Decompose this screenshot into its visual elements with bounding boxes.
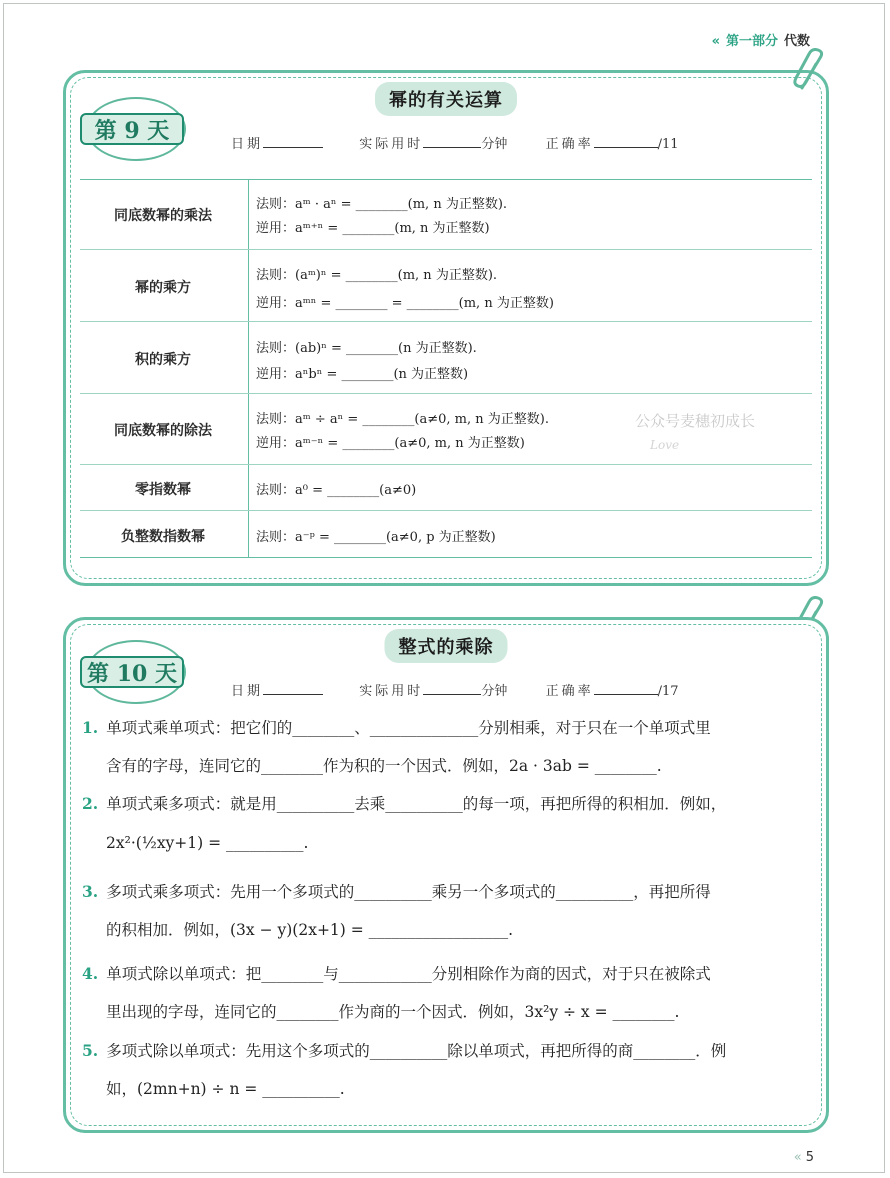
table-row-rule: 法则：(ab)ⁿ = ________(n 为正整数).: [256, 341, 477, 356]
table-row-name: 积的乘方: [135, 352, 191, 368]
page-number-value: 5: [805, 1150, 814, 1165]
table-row-name: 同底数幂的乘法: [114, 208, 212, 224]
item-text: 的积相加．例如，(3x − y)(2x+1) = __________________.: [106, 921, 514, 939]
table-row-converse: 逆用：aᵐ⁺ⁿ = ________(m, n 为正整数): [256, 221, 490, 236]
page-number: [794, 1150, 814, 1165]
day10-badge-label: 第 10 天: [80, 656, 184, 688]
minute-label: 分钟: [481, 137, 508, 152]
day9-title: 幂的有关运算: [375, 82, 517, 116]
item-text: 含有的字母，连同它的________作为积的一个因式．例如，2a · 3ab = ________.: [106, 757, 662, 775]
row-divider: [80, 510, 812, 511]
row-divider: [80, 249, 812, 250]
table-row-converse: 逆用：aᵐ⁻ⁿ = ________(a≠0, m, n 为正整数): [256, 436, 525, 451]
accuracy-label: 正确率: [545, 684, 594, 699]
date-label: 日期: [231, 684, 264, 699]
table-row-name: 幂的乘方: [135, 280, 191, 296]
list-item: [82, 1039, 726, 1061]
table-row-rule: 法则：aᵐ · aⁿ = ________(m, n 为正整数).: [256, 197, 508, 212]
table-bottom-rule: [80, 557, 812, 558]
item-text: 单项式除以单项式：把________与____________分别相除作为商的因式，对于只在被除式: [106, 965, 711, 983]
table-row-name: 负整数指数幂: [121, 529, 205, 545]
part-label: 第一部分: [725, 34, 778, 49]
item-text: 2x²·(½xy+1) = __________.: [106, 834, 309, 852]
table-row-converse: 逆用：aⁿbⁿ = ________(n 为正整数): [256, 367, 469, 382]
accuracy-total: /11: [657, 137, 679, 152]
row-divider: [80, 321, 812, 322]
list-item-cont: [106, 754, 662, 776]
table-row-name: 同底数幂的除法: [114, 423, 212, 439]
item-number: 2.: [82, 794, 99, 813]
accuracy-total: /17: [657, 684, 679, 699]
list-item: [82, 716, 711, 738]
day10-title: 整式的乘除: [385, 629, 508, 663]
list-item-cont: [106, 834, 308, 852]
double-chevron-icon: «: [711, 34, 720, 49]
list-item-cont: [106, 1000, 679, 1022]
table-row-converse: 逆用：aᵐⁿ = ________ = ________(m, n 为正整数): [256, 296, 554, 311]
row-divider: [80, 393, 812, 394]
list-item: [82, 880, 711, 902]
table-row-rule: 法则：aᵐ ÷ aⁿ = ________(a≠0, m, n 为正整数).: [256, 412, 549, 427]
list-item: [82, 962, 711, 984]
day9-badge-label: 第 9 天: [80, 113, 184, 145]
accuracy-label: 正确率: [545, 137, 594, 152]
table-row-rule: 法则：a⁻ᵖ = ________(a≠0, p 为正整数): [256, 530, 496, 545]
dashed-border: [70, 77, 822, 579]
day9-badge: [86, 97, 186, 161]
item-text: 如，(2mn+n) ÷ n = __________.: [106, 1080, 345, 1098]
minute-label: 分钟: [481, 684, 508, 699]
table-top-rule: [80, 179, 812, 180]
double-chevron-icon: «: [793, 1150, 802, 1165]
watermark-sub: Love: [650, 438, 680, 452]
item-text: 单项式乘多项式：就是用__________去乘__________的每一项，再把所得的积相加．例如，: [106, 795, 727, 813]
date-label: 日期: [231, 137, 264, 152]
item-text: 多项式除以单项式：先用这个多项式的__________除以单项式，再把所得的商________．例: [106, 1042, 727, 1060]
item-number: 4.: [82, 964, 99, 983]
item-number: 5.: [82, 1041, 99, 1060]
table-row-name: 零指数幂: [135, 482, 191, 498]
row-divider: [80, 464, 812, 465]
item-text: 单项式乘单项式：把它们的________、______________分别相乘，对于只在一个单项式里: [106, 719, 711, 737]
list-item-cont: [106, 918, 513, 940]
watermark: 公众号麦穗初成长: [635, 412, 756, 430]
running-header: [712, 30, 810, 49]
paper-clip-icon: [790, 48, 830, 96]
day10-meta: [231, 680, 679, 699]
item-text: 里出现的字母，连同它的________作为商的一个因式．例如，3x²y ÷ x = ________.: [106, 1003, 680, 1021]
day9-card: [63, 70, 829, 586]
time-label: 实际用时: [359, 137, 424, 152]
table-row-rule: 法则：(aᵐ)ⁿ = ________(m, n 为正整数).: [256, 268, 498, 283]
table-divider: [248, 179, 249, 557]
table-row-rule: 法则：a⁰ = ________(a≠0): [256, 483, 417, 498]
day10-badge: [86, 640, 186, 704]
list-item: [82, 792, 726, 814]
item-text: 多项式乘多项式：先用一个多项式的__________乘另一个多项式的__________，再把所得: [106, 883, 711, 901]
item-number: 1.: [82, 718, 99, 737]
time-label: 实际用时: [359, 684, 424, 699]
list-item-cont: [106, 1077, 345, 1099]
section-label: 代数: [783, 34, 810, 49]
item-number: 3.: [82, 882, 99, 901]
day9-meta: [231, 133, 679, 152]
